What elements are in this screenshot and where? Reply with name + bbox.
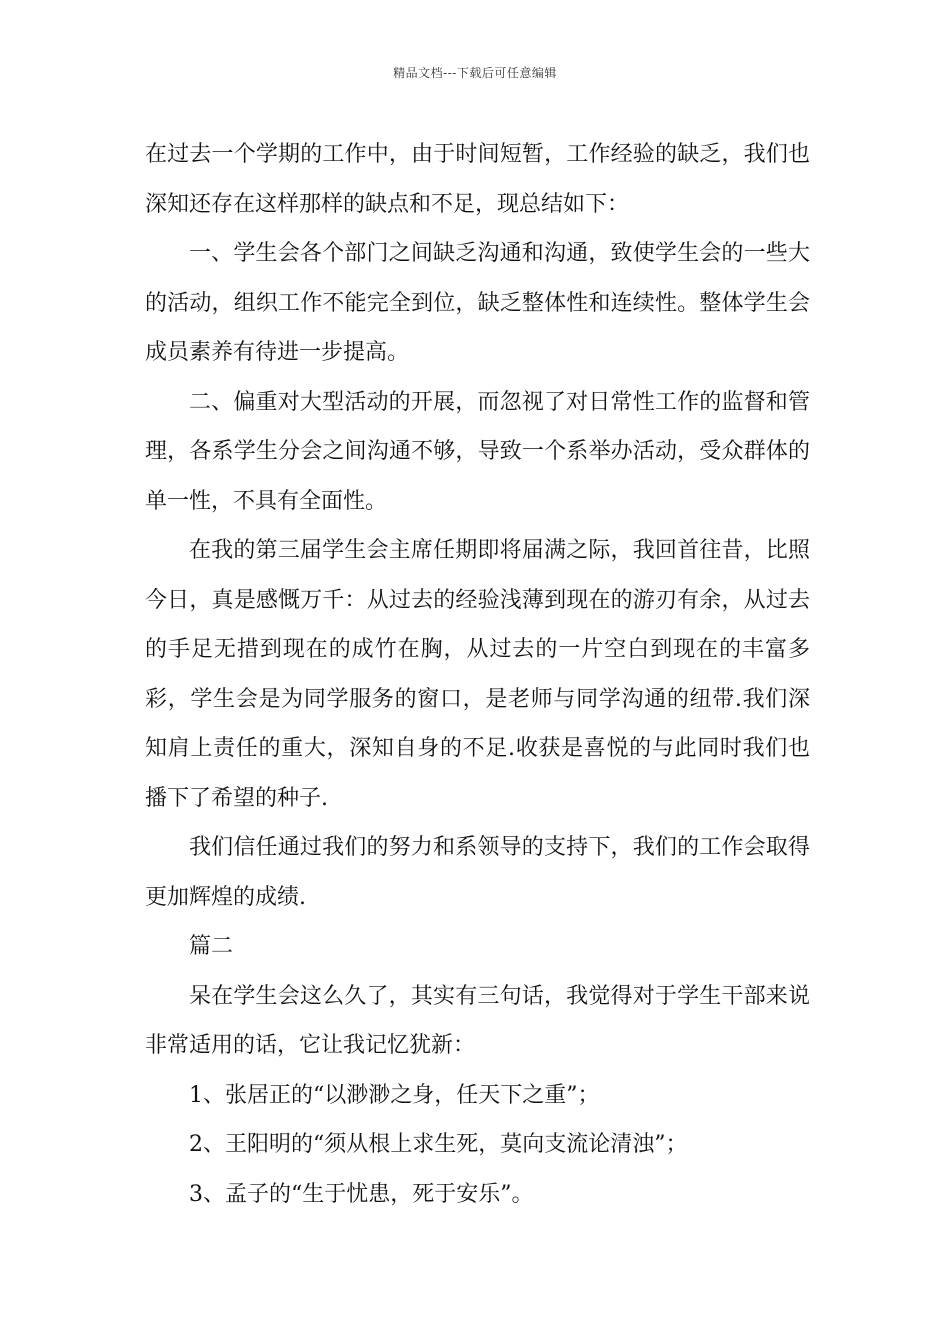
paragraph-point-1: 一、学生会各个部门之间缺乏沟通和沟通，致使学生会的一些大的活动，组织工作不能完全到位，缺乏整体性和连续性。整体学生会成员素养有待进一步提高。 (145, 241, 810, 365)
list-item-3: 3、孟子的“生于忧患，死于安乐”。 (189, 1181, 534, 1207)
document-body (145, 130, 810, 1219)
page-header: 精品文档---下载后可任意编辑 (393, 66, 557, 80)
paragraph-closing: 我们信任通过我们的努力和系领导的支持下，我们的工作会取得更加辉煌的成绩. (145, 835, 810, 910)
paragraph-reflection: 在我的第三届学生会主席任期即将届满之际，我回首往昔，比照今日，真是感慨万千：从过去的经验浅薄到现在的游刃有余，从过去的手足无措到现在的成竹在胸，从过去的一片空白到现在的丰富多彩，学生会是为同学服务的窗口，是老师与同学沟通的纽带.我们深知肩上责任的重大，深知自身的不足.收获是喜悦的与此同时我们也播下了希望的种子. (145, 538, 810, 811)
paragraph-three-sayings: 呆在学生会这么久了，其实有三句话，我觉得对于学生干部来说非常适用的话，它让我记忆犹新： (145, 983, 810, 1058)
paragraph-intro: 在过去一个学期的工作中，由于时间短暂，工作经验的缺乏，我们也深知还存在这样那样的缺点和不足，现总结如下： (145, 142, 810, 217)
paragraph-point-2: 二、偏重对大型活动的开展，而忽视了对日常性工作的监督和管理，各系学生分会之间沟通不够，导致一个系举办活动，受众群体的单一性，不具有全面性。 (145, 389, 810, 514)
section-heading: 篇二 (189, 934, 234, 959)
list-item-2: 2、王阳明的“须从根上求生死，莫向支流论清浊”； (189, 1132, 688, 1157)
list-item-1: 1、张居正的“以渺渺之身，任天下之重”； (189, 1082, 600, 1108)
